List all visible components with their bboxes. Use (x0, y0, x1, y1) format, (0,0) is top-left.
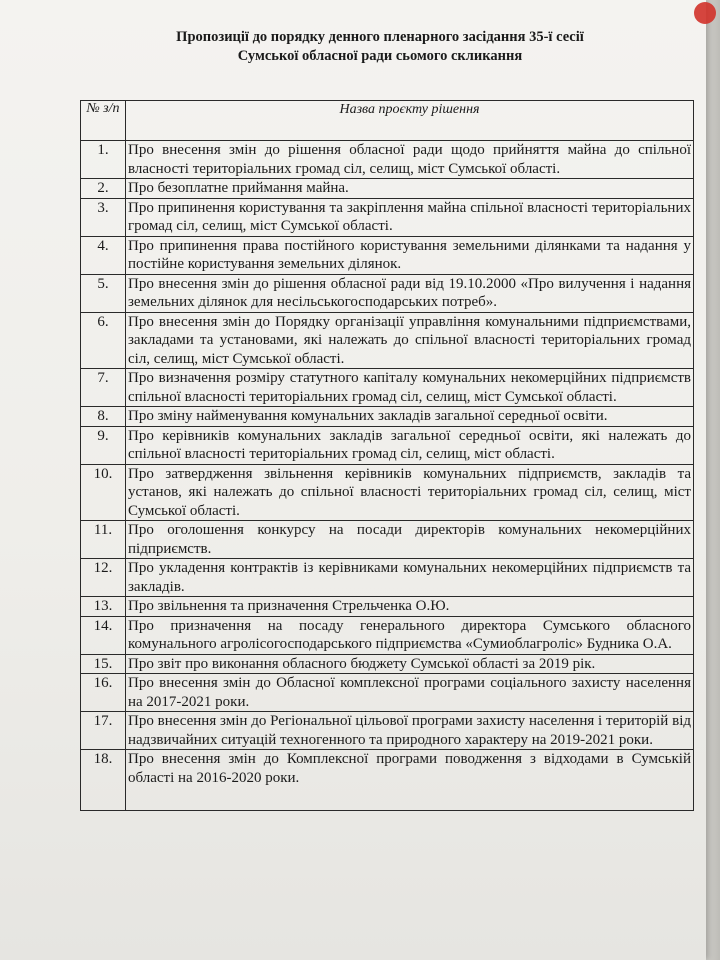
header-title: Назва проєкту рішення (126, 101, 694, 141)
row-number: 9. (81, 426, 126, 464)
row-number: 11. (81, 521, 126, 559)
table-row (81, 616, 694, 654)
title-line-1: Пропозиції до порядку денного пленарного засідання 35-ї сесії (176, 29, 584, 45)
red-marker (694, 2, 716, 24)
row-title: Про звіт про виконання обласного бюджету Сумської області за 2019 рік. (126, 654, 694, 674)
row-number: 6. (81, 312, 126, 369)
row-number: 4. (81, 236, 126, 274)
row-number: 10. (81, 464, 126, 521)
row-number: 7. (81, 369, 126, 407)
row-title: Про внесення змін до Порядку організації управління комунальними підприємствами, закладами та установами, які належать до спільної власності територіальних громад сіл, селищ, міст Сумської області. (126, 312, 694, 369)
table-row (81, 141, 694, 179)
row-title: Про звільнення та призначення Стрельченка О.Ю. (126, 597, 694, 617)
row-number: 12. (81, 559, 126, 597)
row-title: Про визначення розміру статутного капіталу комунальних некомерційних підприємств спільної власності територіальних громад сіл, селищ, міст Сумської області. (126, 369, 694, 407)
table-row (81, 236, 694, 274)
table-row (81, 369, 694, 407)
table-row (81, 198, 694, 236)
table-row (81, 521, 694, 559)
row-number: 13. (81, 597, 126, 617)
table-header-row (81, 101, 694, 141)
document-title (80, 28, 680, 66)
table-row (81, 559, 694, 597)
row-title: Про внесення змін до Комплексної програми поводження з відходами в Сумській області на 2016-2020 роки. (126, 750, 694, 811)
table-row (81, 312, 694, 369)
row-title: Про керівників комунальних закладів загальної середньої освіти, які належать до спільної власності територіальних громад сіл, селищ, міст області. (126, 426, 694, 464)
table-row (81, 407, 694, 427)
row-title: Про внесення змін до рішення обласної ради від 19.10.2000 «Про вилучення і надання земельних ділянок для несільськогосподарських потреб». (126, 274, 694, 312)
row-number: 5. (81, 274, 126, 312)
table-row (81, 712, 694, 750)
table-row (81, 597, 694, 617)
row-number: 17. (81, 712, 126, 750)
row-title: Про призначення на посаду генерального директора Сумського обласного комунального агролісогосподарського підприємства «Сумиоблагроліс» Будника О.А. (126, 616, 694, 654)
row-title: Про припинення права постійного користування земельними ділянками та надання у постійне користування земельних ділянок. (126, 236, 694, 274)
table-row (81, 274, 694, 312)
title-line-2: Сумської обласної ради сьомого скликання (237, 48, 523, 64)
table-row (81, 426, 694, 464)
row-number: 15. (81, 654, 126, 674)
row-title: Про внесення змін до Обласної комплексної програми соціального захисту населення на 2017-2021 роки. (126, 674, 694, 712)
row-title: Про укладення контрактів із керівниками комунальних некомерційних підприємств та закладів. (126, 559, 694, 597)
row-number: 14. (81, 616, 126, 654)
header-number: № з/п (81, 101, 126, 141)
table-row (81, 654, 694, 674)
proposals-table (80, 100, 694, 811)
row-title: Про внесення змін до Регіональної цільової програми захисту населення і територій від надзвичайних ситуацій техногенного та природного характеру на 2019-2021 роки. (126, 712, 694, 750)
table-row (81, 464, 694, 521)
row-number: 18. (81, 750, 126, 811)
row-number: 8. (81, 407, 126, 427)
row-title: Про зміну найменування комунальних закладів загальної середньої освіти. (126, 407, 694, 427)
table-row (81, 179, 694, 199)
row-title: Про припинення користування та закріплення майна спільної власності територіальних громад сіл, селищ, міст Сумської області. (126, 198, 694, 236)
row-number: 16. (81, 674, 126, 712)
table-row (81, 750, 694, 811)
table-row (81, 674, 694, 712)
row-title: Про затвердження звільнення керівників комунальних підприємств, закладів та установ, які належать до спільної власності територіальних громад сіл, селищ, міст Сумської області. (126, 464, 694, 521)
row-title: Про оголошення конкурсу на посади директорів комунальних некомерційних підприємств. (126, 521, 694, 559)
row-title: Про внесення змін до рішення обласної ради щодо прийняття майна до спільної власності територіальних громад сіл, селищ, міст Сумської області. (126, 141, 694, 179)
row-number: 1. (81, 141, 126, 179)
row-number: 3. (81, 198, 126, 236)
row-number: 2. (81, 179, 126, 199)
row-title: Про безоплатне приймання майна. (126, 179, 694, 199)
